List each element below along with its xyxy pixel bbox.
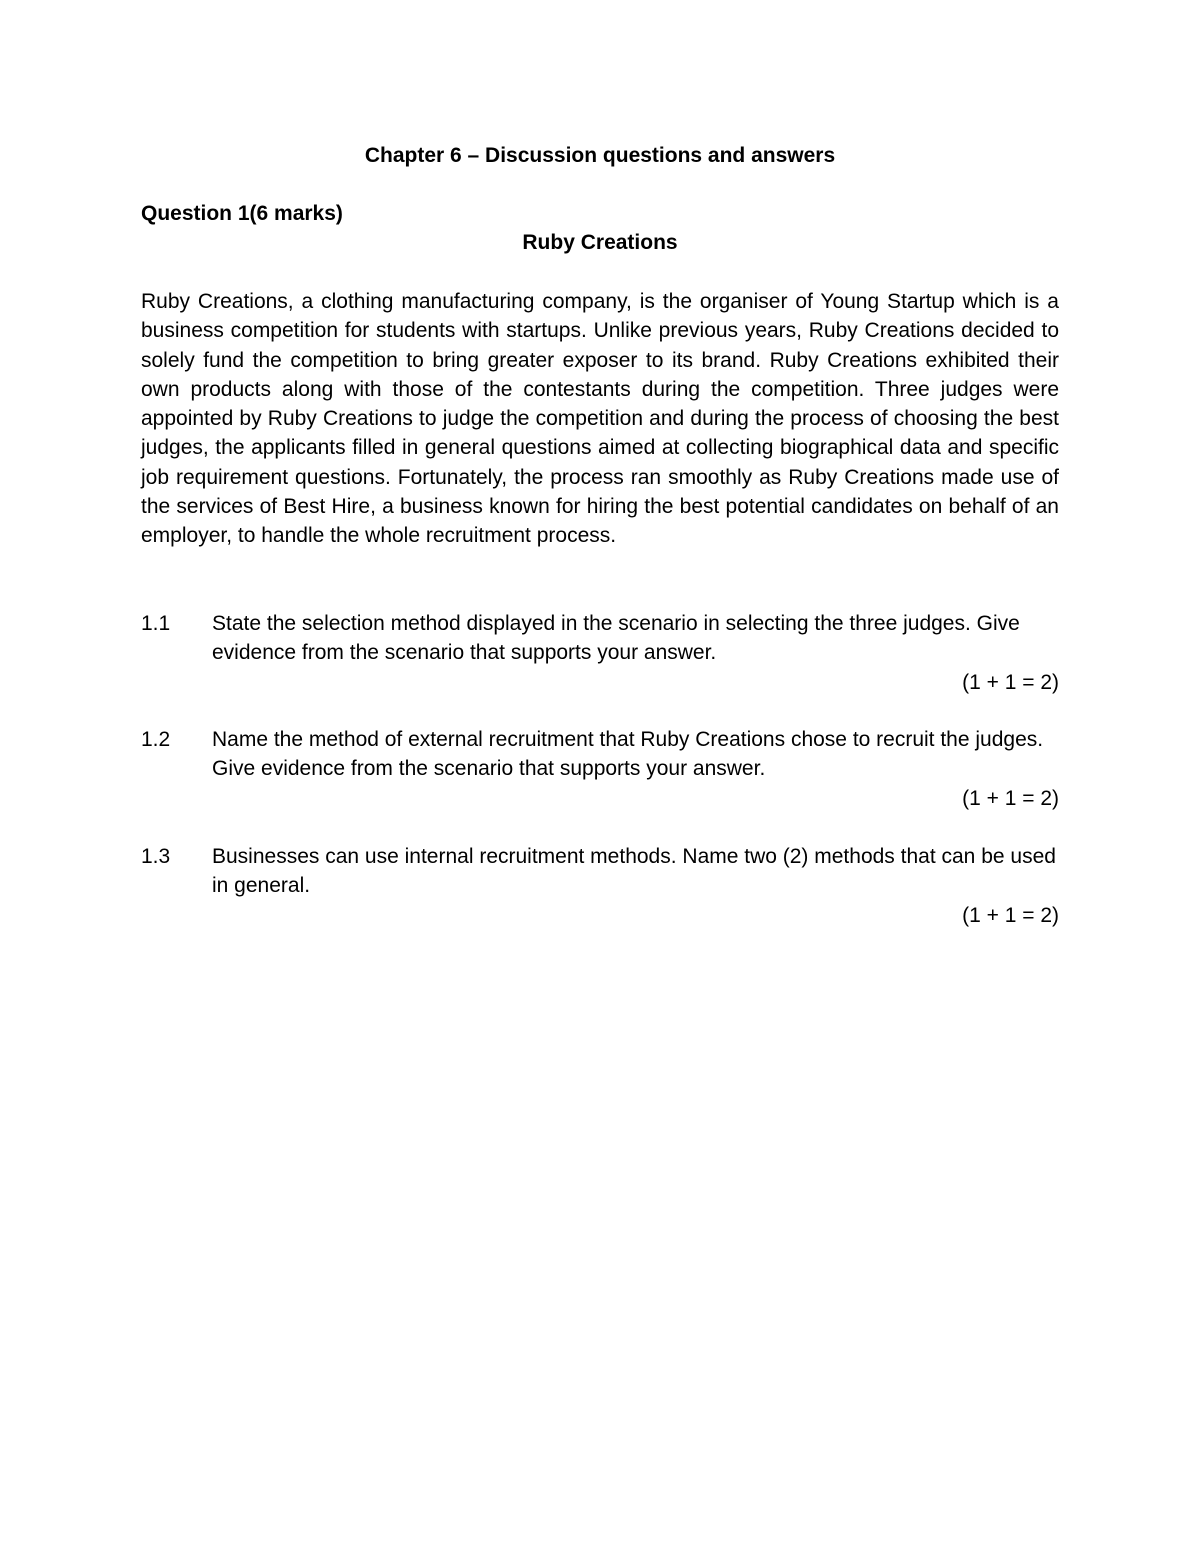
- question-number: 1.3: [141, 845, 171, 868]
- question-text: Businesses can use internal recruitment methods. Name two (2) methods that can be used in general.: [212, 845, 1056, 898]
- question-item: [141, 842, 1059, 930]
- case-study-title: Ruby Creations: [522, 231, 678, 254]
- question-marks: (1 + 1 = 2): [962, 670, 1059, 694]
- question-number: 1.1: [141, 612, 171, 635]
- document-title: Chapter 6 – Discussion questions and answers: [364, 144, 836, 167]
- question-item: [141, 725, 1059, 813]
- scenario-paragraph: Ruby Creations, a clothing manufacturing company, is the organiser of Young Startup which is a business competition for students with startups. Unlike previous years, Ruby Creations decided to solely fund the competition to bring greater exposer to its brand. Ruby Creations exhibited their own products along with those of the contestants during the competition. Three judges were appointed by Ruby Creations to judge the competition and during the process of choosing the best judges, the applicants filled in general questions aimed at collecting biographical data and specific job requirement questions. Fortunately, the process ran smoothly as Ruby Creations made use of the services of Best Hire, a business known for hiring the best potential candidates on behalf of an employer, to handle the whole recruitment process.: [141, 290, 1059, 548]
- question-marks: (1 + 1 = 2): [962, 786, 1059, 810]
- question-item: [141, 609, 1059, 697]
- question-heading: Question 1(6 marks): [141, 202, 343, 225]
- question-text: Name the method of external recruitment that Ruby Creations chose to recruit the judges. Give evidence from the scenario that supports your answer.: [212, 728, 1044, 781]
- question-text: State the selection method displayed in the scenario in selecting the three judges. Give evidence from the scenario that supports your answer.: [212, 612, 1020, 665]
- question-number: 1.2: [141, 728, 171, 751]
- question-marks: (1 + 1 = 2): [962, 903, 1059, 927]
